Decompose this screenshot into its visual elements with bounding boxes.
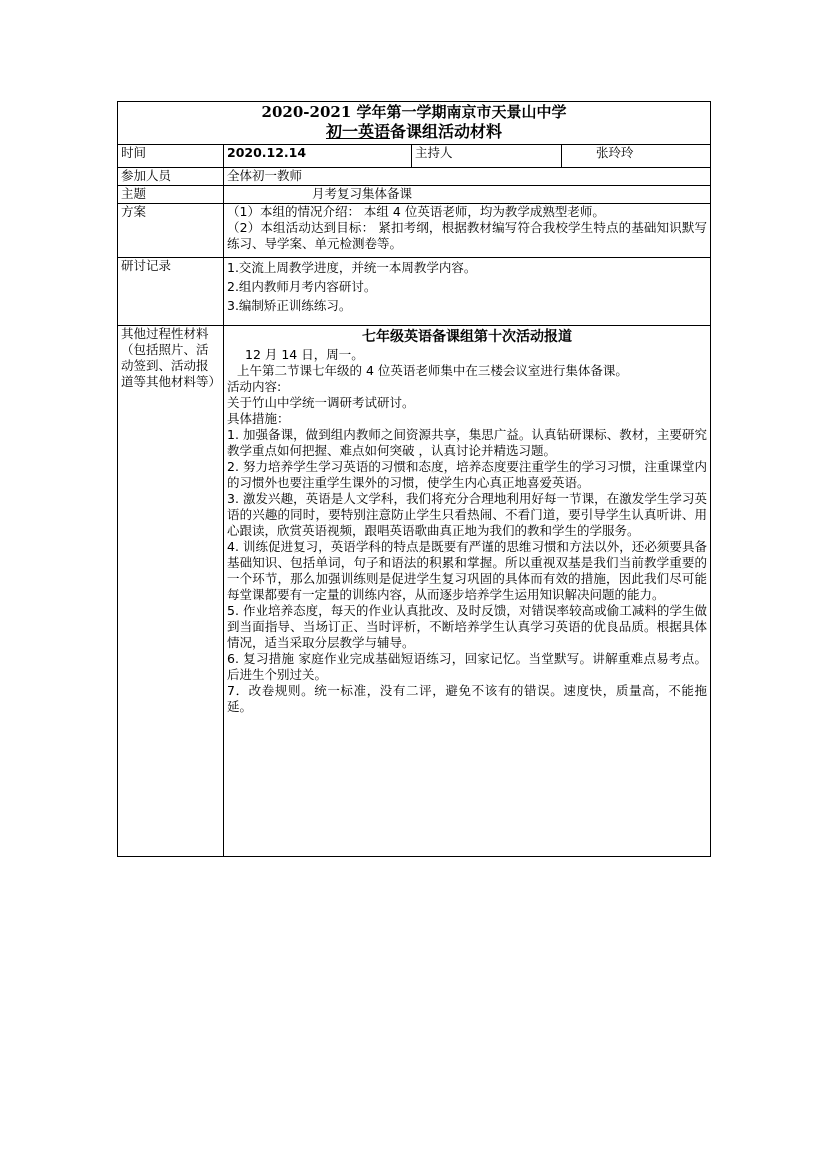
report-paragraph: 上午第二节课七年级的 4 位英语老师集中在三楼会议室进行集体备课。: [237, 363, 628, 378]
other-materials-row: [118, 326, 711, 857]
host-value: 张玲玲: [562, 145, 711, 168]
plan-line: （1）本组的情况介绍： 本组 4 位英语老师，均为教学成熟型老师。: [227, 204, 605, 219]
record-label: 研讨记录: [118, 258, 224, 326]
other-materials-label: 其他过程性材料（包括照片、活动签到、活动报道等其他材料等）: [118, 326, 224, 857]
title-row: [118, 102, 711, 145]
participants-label: 参加人员: [118, 168, 224, 186]
document-title-line1: 2020-2021 学年第一学期南京市天景山中学: [261, 103, 567, 121]
record-line: 1.交流上周教学进度，并统一本周教学内容。: [227, 260, 477, 275]
report-paragraph: 5. 作业培养态度，每天的作业认真批改、及时反馈，对错误率较高或偷工减料的学生做到当面指导、当场订正、当时评析，不断培养学生认真学习英语的优良品质。根据具体情况，适当采取分层教学与辅导。: [227, 603, 708, 650]
record-line: 2.组内教师月考内容研讨。: [227, 279, 377, 294]
host-label: 主持人: [412, 145, 562, 168]
grade-subject: 初一英语: [325, 122, 390, 141]
report-paragraph: 3. 激发兴趣，英语是人文学科，我们将充分合理地利用好每一节课，在激发学生学习英语的兴趣的同时，要特别注意防止学生只看热闹、不看门道，要引导学生认真听讲、用心跟读，欣赏英语视频，跟唱英语歌曲真正地为我们的教和学生的学服务。: [227, 491, 708, 538]
title-rest: 备课组活动材料: [390, 122, 503, 141]
record-content: [224, 258, 711, 326]
time-value: 2020.12.14: [224, 145, 412, 168]
time-label: 时间: [118, 145, 224, 168]
plan-line: （2）本组活动达到目标： 紧扣考纲，根据教材编写符合我校学生特点的基础知识默写练习、导学案、单元检测卷等。: [227, 220, 708, 251]
participants-row: [118, 168, 711, 186]
time-row: [118, 145, 711, 168]
participants-value: 全体初一教师: [224, 168, 711, 186]
title-cell: [118, 102, 711, 145]
report-paragraph: 12 月 14 日，周一。: [245, 347, 364, 362]
activity-record-table: [117, 101, 711, 857]
report-paragraph: 具体措施：: [227, 411, 290, 426]
record-line: 3.编制矫正训练练习。: [227, 298, 352, 313]
plan-content: [224, 204, 711, 258]
topic-row: [118, 186, 711, 204]
report-content: [224, 326, 711, 857]
report-paragraph: 7．改卷规则。统一标准，没有二评，避免不该有的错误。速度快，质量高，不能拖延。: [227, 683, 708, 714]
report-paragraph: 6. 复习措施 家庭作业完成基础短语练习，回家记忆。当堂默写。讲解重难点易考点。后进生个别过关。: [227, 651, 708, 682]
report-paragraph: 关于竹山中学统一调研考试研讨。: [227, 395, 415, 410]
report-paragraph: 活动内容:: [227, 379, 282, 394]
report-paragraph: 2. 努力培养学生学习英语的习惯和态度，培养态度要注重学生的学习习惯，注重课堂内的习惯外也要注重学生课外的习惯，使学生内心真正地喜爱英语。: [227, 459, 708, 490]
plan-row: [118, 204, 711, 258]
topic-label: 主题: [118, 186, 224, 204]
plan-label: 方案: [118, 204, 224, 258]
report-paragraph: 1. 加强备课，做到组内教师之间资源共享，集思广益。认真钻研课标、教材，主要研究教学重点如何把握、难点如何突破 ，认真讨论并精选习题。: [227, 427, 708, 458]
report-title: 七年级英语备课组第十次活动报道: [362, 329, 572, 345]
record-row: [118, 258, 711, 326]
document-title-line2: [118, 122, 710, 142]
topic-value: 月考复习集体备课: [224, 186, 711, 204]
report-paragraph: 4. 训练促进复习，英语学科的特点是既要有严谨的思维习惯和方法以外，还必须要具备基础知识、包括单词，句子和语法的积累和掌握。所以重视双基是我们当前教学重要的一个环节，那么加强训练则是促进学生复习巩固的具体而有效的措施，因此我们尽可能每堂课都要有一定量的训练内容，从而逐步培养学生运用知识解决问题的能力。: [227, 539, 708, 602]
